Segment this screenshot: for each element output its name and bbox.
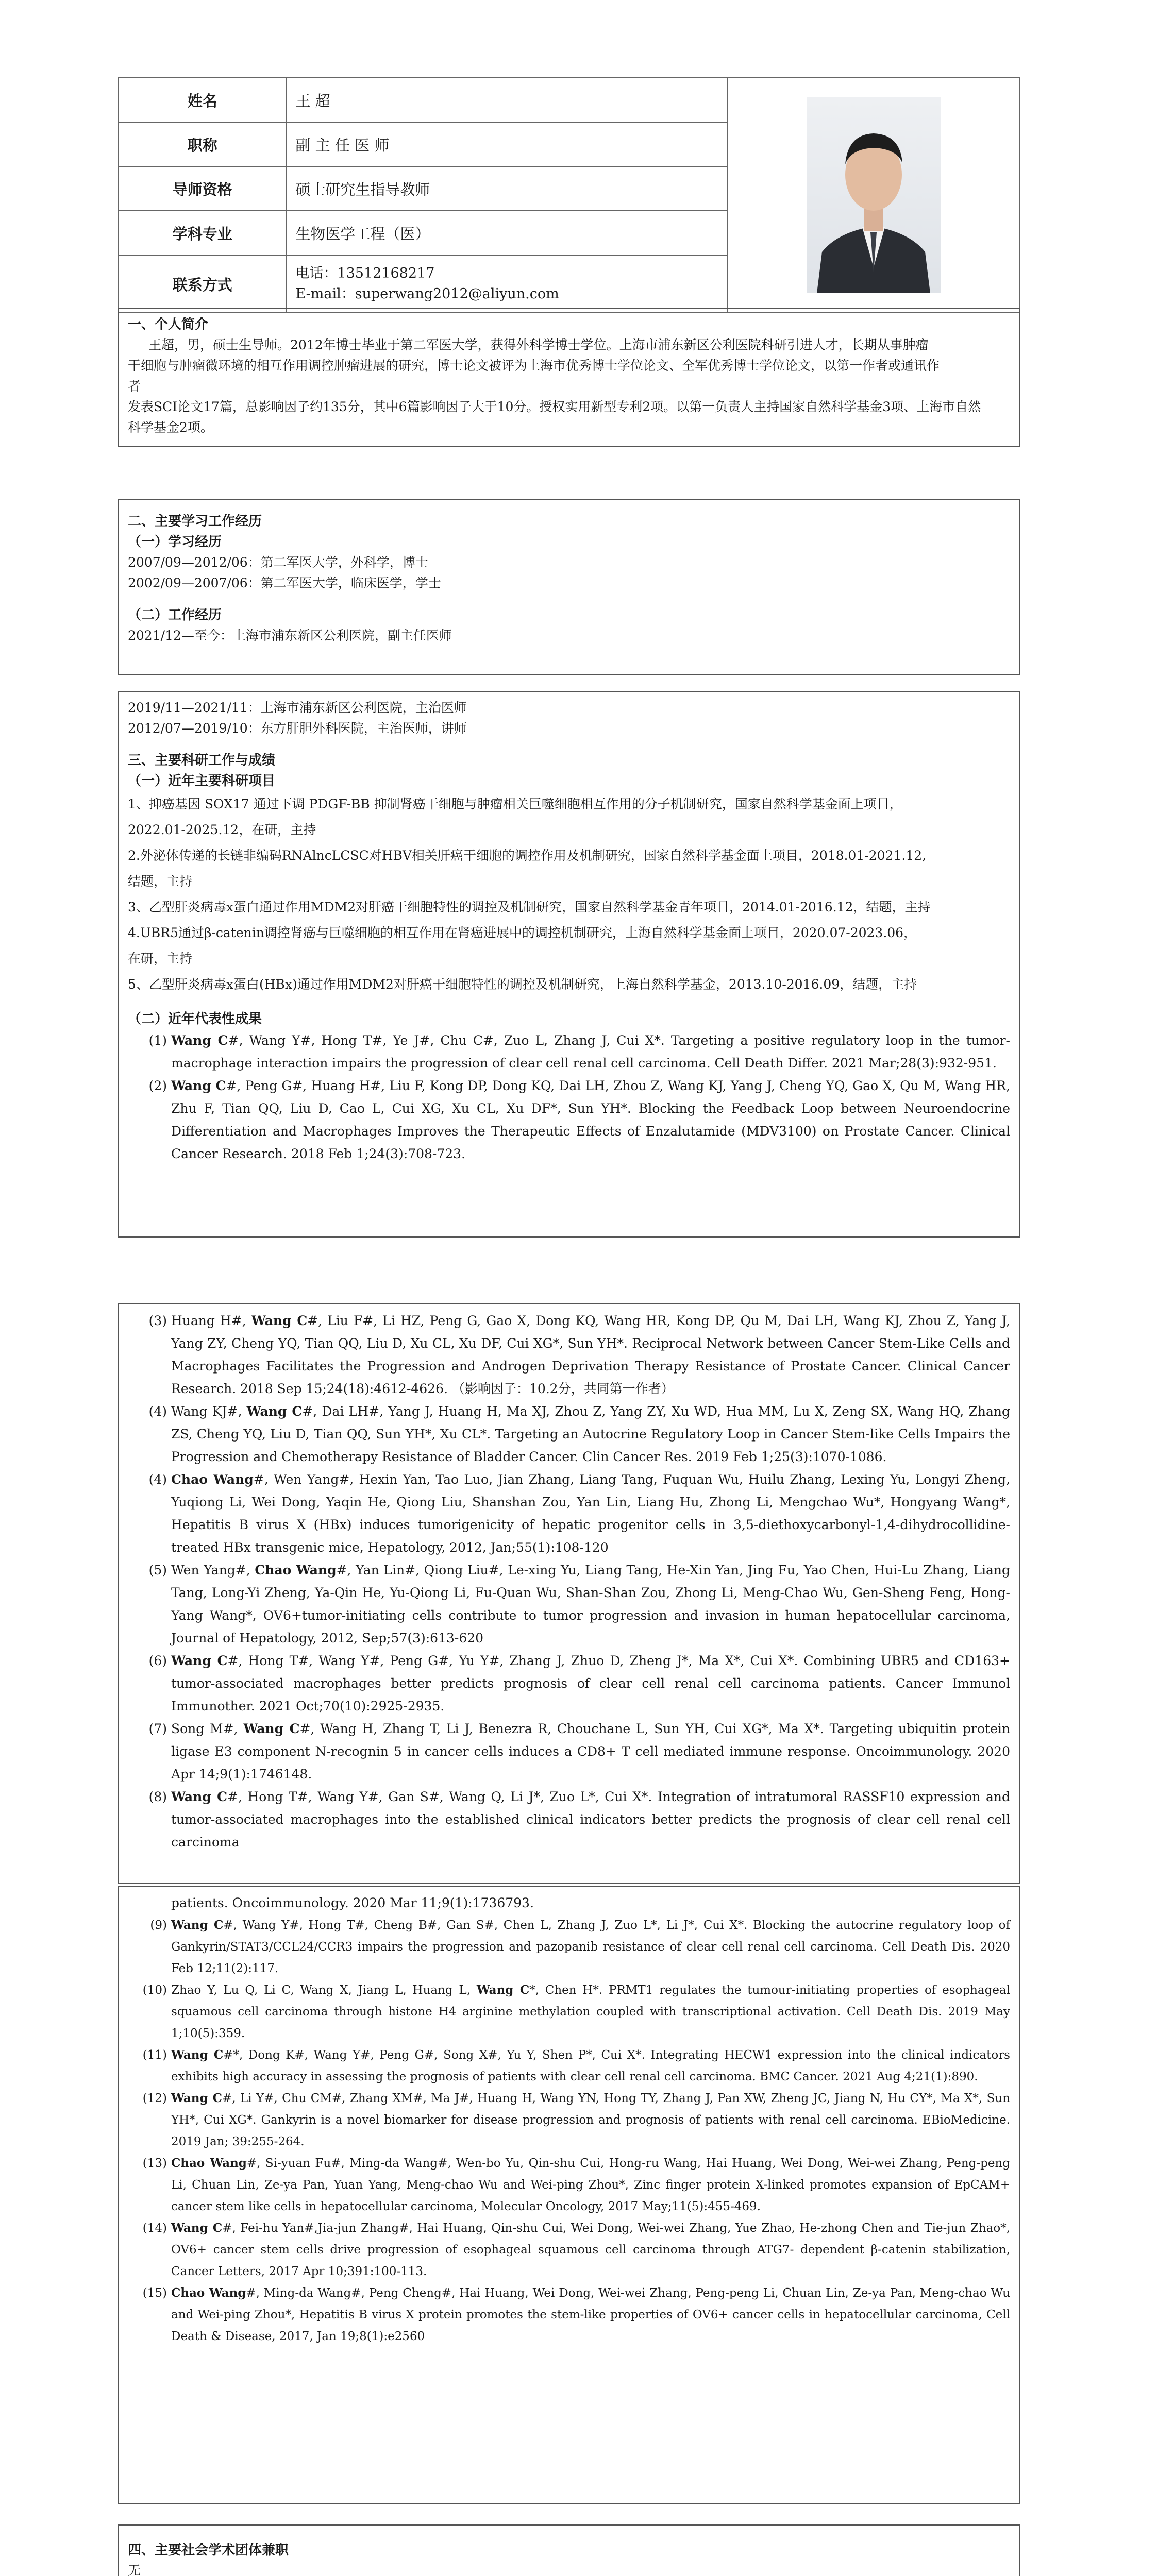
pub-number: (12) [142, 2092, 167, 2105]
pub-number: (10) [142, 1984, 167, 1997]
work-item: 2012/07—2019/10：东方肝胆外科医院，主治医师，讲师 [128, 721, 467, 736]
study-item: 2007/09—2012/06：第二军医大学，外科学，博士 [128, 555, 428, 570]
publication-item [128, 1468, 1010, 1559]
pub-citation: #, Peng G#, Huang H#, Liu F, Kong DP, Dong KQ, Dai LH, Zhou Z, Wang KJ, Yang J, Cheng YQ, Gao X, Qu M, Wang HR, Zhu F, Tian QQ, Liu D, Cao L, Cui XG, Xu CL, Xu DF*, Sun YH*. Blocking the Feedback Loop between Neuroendocrine Differentiation and Macrophages Improves the Therapeutic Effects of Enzalutamide (MDV3100) on Prostate Cancer. Clinical Cancer Research. 2018 Feb 1;24(3):708-723. [171, 1078, 1010, 1161]
pub-author: Wang C [171, 1918, 224, 1932]
phone: 电话：13512168217 [295, 265, 435, 281]
pub-citation: #, Wang Y#, Hong T#, Ye J#, Chu C#, Zuo L, Zhang J, Cui X*. Targeting a positive regulatory loop in the tumor-macrophage interaction impairs the progression of clear cell renal cell carcinoma. Cell Death Differ. 2021 Mar;28(3):932-951. [171, 1033, 1010, 1071]
pub-number: (2) [148, 1078, 167, 1093]
pub-citation: #, Ming-da Wang#, Peng Cheng#, Hai Huang, Wei Dong, Wei-wei Zhang, Peng-peng Li, Chuan Lin, Ze-ya Pan, Meng-chao Wu and Wei-ping Zhou*, Hepatitis B virus X protein promotes the stem-like properties of OV6+ cancer cells in hepatocellular carcinoma, Cell Death & Disease, 2017, Jan 19;8(1):e2560 [171, 2286, 1010, 2343]
pub-author: Chao Wang [171, 2286, 246, 2300]
project-line: 结题，主持 [128, 874, 193, 889]
pub-author: Wang C [171, 2048, 224, 2062]
profile-section [118, 77, 1020, 302]
project-line: 在研，主持 [128, 951, 193, 966]
pub-number: (5) [148, 1563, 167, 1578]
pub-author: Wang C [171, 2221, 223, 2235]
publication-item [128, 2044, 1010, 2088]
project-line: 2022.01-2025.12，在研，主持 [128, 822, 316, 837]
pub-author: Wang C [171, 1789, 227, 1804]
pub-citation: #, Yan Lin#, Qiong Liu#, Le-xing Yu, Liang Tang, He-Xin Yan, Jing Fu, Yao Chen, Hui-Lu Zhang, Liang Tang, Long-Yi Zheng, Ya-Qin He, Yu-Qiong Li, Fu-Quan Wu, Shan-Shan Zou, Zhong Li, Meng-Chao Wu, Gen-Sheng Feng, Hong-Yang Wang*, OV6+tumor-initiating cells contribute to tumor progression and invasion in human hepatocellular carcinoma, Journal of Hepatology, 2012, Sep;57(3):613-620 [171, 1563, 1010, 1646]
publication-item [128, 1914, 1010, 1979]
research-heading: 三、主要科研工作与成绩 [128, 753, 276, 768]
pub-author: Wang C [246, 1404, 303, 1419]
pub-coauthors: Huang H#, [171, 1313, 251, 1328]
project-line: 3、乙型肝炎病毒x蛋白通过作用MDM2对肝癌干细胞特性的调控及机制研究，国家自然科学基金青年项目，2014.01-2016.12，结题，主持 [128, 900, 931, 914]
publication-item [128, 1559, 1010, 1650]
pub-author: Wang C [171, 1078, 226, 1093]
mentor-label: 导师资格 [118, 166, 287, 211]
pub-coauthors: Song M#, [171, 1721, 244, 1736]
intro-line: 者 [128, 379, 141, 394]
pub-number: (4) [148, 1404, 167, 1419]
publication-item [128, 2282, 1010, 2347]
pub-citation: #, Fei-hu Yan#,Jia-jun Zhang#, Hai Huang, Qin-shu Cui, Wei Dong, Wei-wei Zhang, Yue Zhao, He-zhong Chen and Tie-jun Zhao*, OV6+ cancer stem cells drive progression of esophageal squamous cell carcinoma through ATG7- dependent β-catenin stabilization, Cancer Letters, 2017 Apr 10;391:100-113. [171, 2222, 1010, 2278]
study-heading: （一）学习经历 [128, 534, 222, 550]
pub-author: Chao Wang [255, 1563, 337, 1578]
pub-citation: #, Si-yuan Fu#, Ming-da Wang#, Wen-bo Yu, Qin-shu Cui, Hong-ru Wang, Hai Huang, Wei Dong, Wei-wei Zhang, Peng-peng Li, Chuan Lin, Ze-ya Pan, Yuan Yang, Meng-chao Wu and Wei-ping Zhou*, Zinc finger protein X-linked promotes expansion of EpCAM+ cancer stem like cells in hepatocellular carcinoma, Molecular Oncology, 2017 May;11(5):455-469. [171, 2157, 1011, 2213]
pub-citation: *, Chen H*. PRMT1 regulates the tumour-initiating properties of esophageal squamous cell carcinoma through histone H4 arginine methylation coupled with transcriptional activation. Cell Death Dis. 2019 May 1;10(5):359. [171, 1984, 1011, 2040]
study-item: 2002/09—2007/06：第二军医大学，临床医学，学士 [128, 575, 441, 590]
pub-author: Chao Wang [171, 2156, 247, 2170]
experience-section [118, 499, 1020, 675]
pub-number: (11) [142, 2048, 167, 2062]
experience-heading: 二、主要学习工作经历 [128, 514, 262, 529]
pub-number: (7) [148, 1721, 167, 1736]
publication-item [128, 1310, 1010, 1400]
pub-number: (1) [148, 1033, 167, 1048]
project-line: 5、乙型肝炎病毒x蛋白(HBx)通过作用MDM2对肝癌干细胞特性的调控及机制研究，上海自然科学基金，2013.10-2016.09，结题，主持 [128, 977, 917, 992]
photo-cell [728, 78, 1020, 313]
profile-table [118, 77, 1020, 313]
work-item: 2019/11—2021/11：上海市浦东新区公利医院，主治医师 [128, 700, 467, 715]
publication-item [128, 1650, 1010, 1718]
name-label: 姓名 [118, 78, 287, 122]
pub-coauthors: Wen Yang#, [171, 1563, 255, 1578]
mentor-value: 硕士研究生指导教师 [287, 166, 727, 211]
pub-citation: #, Li Y#, Chu CM#, Zhang XM#, Ma J#, Huang H, Wang YN, Hong TY, Zhang J, Pan XW, Zheng JC, Jiang N, Hu CY*, Ma X*, Sun YH*, Cui XG*. Gankyrin is a novel biomarker for disease progression and prognosis of patients with renal cell carcinoma. EBioMedicine. 2019 Jan; 39:255-264. [171, 2092, 1010, 2148]
work-item: 2021/12—至今：上海市浦东新区公利医院，副主任医师 [128, 628, 452, 643]
pubs-heading: （二）近年代表性成果 [128, 1011, 262, 1027]
title-value: 副 主 任 医 师 [287, 122, 727, 166]
pub-coauthors: Wang KJ#, [171, 1404, 247, 1419]
pub-number: (3) [148, 1313, 167, 1328]
projects-heading: （一）近年主要科研项目 [128, 773, 276, 789]
pub-author: Chao Wang [171, 1472, 254, 1487]
publication-item [128, 1786, 1010, 1854]
contact-label: 联系方式 [118, 255, 287, 313]
publications-section-3 [118, 1886, 1020, 2504]
publication-item [128, 2088, 1010, 2153]
pub-author: Wang C [251, 1313, 308, 1328]
intro-heading: 一、个人简介 [128, 317, 209, 332]
name-value: 王 超 [287, 78, 727, 122]
pub-coauthors: Zhao Y, Lu Q, Li C, Wang X, Jiang L, Huang L, [171, 1984, 477, 1997]
intro-line: 王超，男，硕士生导师。2012年博士毕业于第二军医大学，获得外科学博士学位。上海市浦东新区公利医院科研引进人才，长期从事肿瘤 [148, 337, 929, 352]
intro-section [118, 308, 1020, 447]
project-line: 1、抑癌基因 SOX17 通过下调 PDGF-BB 抑制肾癌干细胞与肿瘤相关巨噬细胞相互作用的分子机制研究，国家自然科学基金面上项目， [128, 796, 902, 811]
pub-citation: #, Hong T#, Wang Y#, Gan S#, Wang Q, Li J*, Zuo L*, Cui X*. Integration of intratumoral RASSF10 expression and tumor-associated macrophages into the established clinical indicators better predicts the prognosis of clear cell renal cell carcinoma [171, 1789, 1010, 1850]
pub-citation: #, Wang Y#, Hong T#, Cheng B#, Gan S#, Chen L, Zhang J, Zuo L*, Li J*, Cui X*. Blocking the autocrine regulatory loop of Gankyrin/STAT3/CCL24/CCR3 impairs the progression and pazopanib resistance of clear cell renal cell carcinoma. Cell Death Dis. 2020 Feb 12;11(2):117. [171, 1919, 1010, 1975]
publications-section-2 [118, 1303, 1020, 1884]
pub-number: (6) [148, 1653, 167, 1668]
society-section [118, 2524, 1020, 2576]
publication-item [128, 1718, 1010, 1786]
pub-author: Wang C [476, 1983, 530, 1997]
pub-citation: #*, Dong K#, Wang Y#, Peng G#, Song X#, Yu Y, Shen P*, Cui X*. Integrating HECW1 expression into the clinical indicators exhibits high accuracy in assessing the prognosis of patients with clear cell renal cell carcinoma. BMC Cancer. 2021 Aug 4;21(1):890. [171, 2048, 1010, 2083]
pub-author: Wang C [171, 1033, 228, 1048]
society-heading: 四、主要社会学术团体兼职 [128, 2543, 289, 2558]
pub-citation: #, Wen Yang#, Hexin Yan, Tao Luo, Jian Zhang, Liang Tang, Fuquan Wu, Huilu Zhang, Lexing Yu, Longyi Zheng, Yuqiong Li, Wei Dong, Yaqin He, Qiong Liu, Shanshan Zou, Yan Lin, Liang Hu, Zhong Li, Mengchao Wu*, Hongyang Wang*, Hepatitis B virus X (HBx) induces tumorigenicity of hepatic progenitor cells in 3,5-diethoxycarbonyl-1,4-dihydrocollidine-treated HBx transgenic mice, Hepatology, 2012, Jan;55(1):108-120 [171, 1472, 1010, 1555]
contact-value [287, 255, 727, 313]
society-content: 无 [128, 2563, 141, 2576]
pub-continuation: patients. Oncoimmunology. 2020 Mar 11;9(1):1736793. [171, 1895, 534, 1910]
publication-item [128, 1400, 1010, 1468]
pub-number: (8) [148, 1789, 167, 1804]
pub-number: (14) [142, 2222, 167, 2235]
pub-number: (4) [148, 1472, 167, 1487]
pub-number: (13) [142, 2157, 167, 2170]
discipline-value: 生物医学工程（医） [287, 211, 727, 255]
title-label: 职称 [118, 122, 287, 166]
pub-citation: #, Wang H, Zhang T, Li J, Benezra R, Chouchane L, Sun YH, Cui XG*, Ma X*. Targeting ubiquitin protein ligase E3 component N-recognin 5 in cancer cells induces a CD8+ T cell mediated immune response. Oncoimmunology. 2020 Apr 14;9(1):1746148. [171, 1721, 1010, 1782]
publication-item [128, 1979, 1010, 2044]
intro-line: 科学基金2项。 [128, 420, 213, 435]
discipline-label: 学科专业 [118, 211, 287, 255]
pub-author: Wang C [243, 1721, 300, 1736]
pub-citation: #, Dai LH#, Yang J, Huang H, Ma XJ, Zhou Z, Yang ZY, Xu WD, Hua MM, Lu X, Zeng SX, Wang HQ, Zhang ZS, Cheng YQ, Liu D, Tian QQ, Sun YH*, Xu CL*. Targeting an Autocrine Regulatory Loop in Cancer Stem-like Cells Impairs the Progression and Chemotherapy Resistance of Bladder Cancer. Clin Cancer Res. 2019 Feb 1;25(3):1070-1086. [171, 1404, 1010, 1464]
pub-number: (15) [142, 2286, 167, 2300]
pub-citation: #, Liu F#, Li HZ, Peng G, Gao X, Dong KQ, Wang HR, Kong DP, Qu M, Dai LH, Wang KJ, Zhou Z, Yang J, Yang ZY, Cheng YQ, Tian QQ, Liu D, Xu CL, Xu DF, Cui XG*, Sun YH*. Reciprocal Network between Cancer Stem-Like Cells and Macrophages Facilitates the Progression and Androgen Deprivation Therapy Resistance of Prostate Cancer. Clinical Cancer Research. 2018 Sep 15;24(18):4612-4626. （影响因子：10.2分，共同第一作者） [171, 1313, 1010, 1396]
intro-line: 干细胞与肿瘤微环境的相互作用调控肿瘤进展的研究，博士论文被评为上海市优秀博士学位论文、全军优秀博士学位论文，以第一作者或通讯作 [128, 358, 940, 373]
pub-author: Wang C [171, 1653, 228, 1668]
publication-item [128, 1075, 1010, 1165]
pub-author: Wang C [171, 2091, 222, 2105]
intro-line: 发表SCI论文17篇，总影响因子约135分，其中6篇影响因子大于10分。授权实用新型专利2项。以第一负责人主持国家自然科学基金3项、上海市自然 [128, 399, 981, 414]
publication-item [128, 2217, 1010, 2282]
publication-item [128, 2153, 1010, 2217]
project-line: 2.外泌体传递的长链非编码RNAlncLCSC对HBV相关肝癌干细胞的调控作用及机制研究，国家自然科学基金面上项目，2018.01-2021.12, [128, 848, 927, 863]
research-section [118, 691, 1020, 1238]
pub-number: (9) [150, 1919, 167, 1932]
portrait-photo [807, 97, 941, 293]
email-link[interactable]: E-mail：superwang2012@aliyun.com [295, 286, 559, 302]
pub-citation: #, Hong T#, Wang Y#, Peng G#, Yu Y#, Zhang J, Zhuo D, Zheng J*, Ma X*, Cui X*. Combining UBR5 and CD163+ tumor-associated macrophages better predicts prognosis of clear cell renal cell carcinoma patients. Cancer Immunol Immunother. 2021 Oct;70(10):2925-2935. [171, 1653, 1010, 1714]
publication-item [128, 1029, 1010, 1075]
project-line: 4.UBR5通过β-catenin调控肾癌与巨噬细胞的相互作用在肾癌进展中的调控机制研究，上海自然科学基金面上项目，2020.07-2023.06， [128, 925, 917, 940]
work-heading: （二）工作经历 [128, 607, 222, 623]
